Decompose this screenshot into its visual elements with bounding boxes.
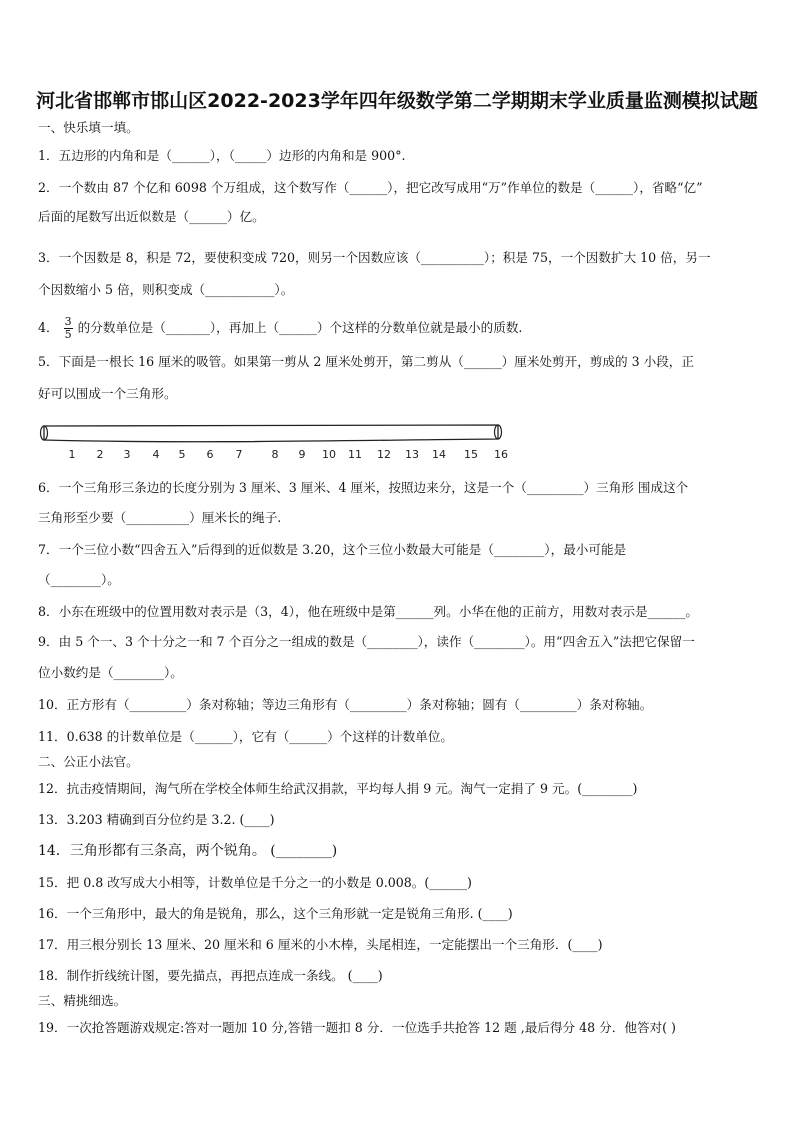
question-13: 13．3.203 精确到百分位约是 3.2. (____) xyxy=(38,812,275,827)
question-12: 12．抗击疫情期间，淘气所在学校全体师生给武汉捐款，平均每人捐 9 元。淘气一定捐了 9 元。(________) xyxy=(38,781,638,796)
straw-outline xyxy=(44,425,498,442)
ruler-tick-label: 13 xyxy=(405,448,419,461)
ruler-tick-label: 7 xyxy=(235,448,243,461)
straw-ruler-svg xyxy=(38,420,518,468)
section-heading-multiple-choice: 三、精挑细选。 xyxy=(38,993,127,1008)
question-16: 16．一个三角形中，最大的角是锐角，那么，这个三角形就一定是锐角三角形. (____) xyxy=(38,906,513,921)
question-15: 15．把 0.8 改写成大小相等，计数单位是千分之一的小数是 0.008。(______) xyxy=(38,875,472,890)
ruler-tick-label: 15 xyxy=(464,448,478,461)
question-10: 10．正方形有（_________）条对称轴；等边三角形有（_________）条对称轴；圆有（_________）条对称轴。 xyxy=(38,697,653,712)
question-3-line-2: 个因数缩小 5 倍，则积变成（___________）。 xyxy=(38,282,294,297)
question-5-line-1: 5．下面是一根长 16 厘米的吸管。如果第一剪从 2 厘米处剪开，第二剪从（______）厘米处剪开，剪成的 3 小段，正 xyxy=(38,354,694,369)
page-title: 河北省邯郸市邯山区2022-2023学年四年级数学第二学期期末学业质量监测模拟试题 xyxy=(36,90,758,112)
ruler-tick-label: 10 xyxy=(322,448,336,461)
question-19: 19．一次抢答题游戏规定:答对一题加 10 分,答错一题扣 8 分．一位选手共抢答 12 题 ,最后得分 48 分．他答对( ) xyxy=(38,1020,676,1035)
question-6-line-2: 三角形至少要（__________）厘米长的绳子. xyxy=(38,510,282,525)
ruler-tick-label: 3 xyxy=(123,448,131,461)
ruler-tick-label: 12 xyxy=(377,448,391,461)
question-5-line-2: 好可以围成一个三角形。 xyxy=(38,386,177,401)
fraction-numerator: 3 xyxy=(64,315,72,328)
question-3-line-1: 3．一个因数是 8，积是 72，要使积变成 720，则另一个因数应该（__________）；积是 75，一个因数扩大 10 倍，另一 xyxy=(38,250,711,265)
question-2-line-1: 2．一个数由 87 个亿和 6098 个万组成，这个数写作（______），把它改写成用“万”作单位的数是（______），省略“亿” xyxy=(38,180,703,195)
ruler-tick-label: 11 xyxy=(348,448,362,461)
question-9-line-2: 位小数约是（________）。 xyxy=(38,665,183,680)
ruler-tick-label: 8 xyxy=(271,448,279,461)
question-7-line-2: （________）。 xyxy=(38,572,120,587)
fraction xyxy=(64,316,73,341)
question-6-line-1: 6．一个三角形三条边的长度分别为 3 厘米、3 厘米、4 厘米，按照边来分，这是一个（_________）三角形 围成这个 xyxy=(38,480,689,495)
straw-ruler-figure xyxy=(38,420,518,468)
question-2-line-2: 后面的尾数写出近似数是（______）亿。 xyxy=(38,209,265,224)
section-heading-true-false: 二、公正小法官。 xyxy=(38,754,139,769)
fraction-denominator: 5 xyxy=(64,328,72,341)
question-4-text: 的分数单位是（_______），再加上（______）个这样的分数单位就是最小的质数. xyxy=(77,320,523,335)
ruler-tick-label: 16 xyxy=(494,448,508,461)
question-7-line-1: 7．一个三位小数“四舍五入”后得到的近似数是 3.20，这个三位小数最大可能是（________），最小可能是 xyxy=(38,542,627,557)
section-heading-fill-in: 一、快乐填一填。 xyxy=(38,120,139,135)
question-9-line-1: 9．由 5 个一、3 个十分之一和 7 个百分之一组成的数是（________），读作（________）。用“四舍五入”法把它保留一 xyxy=(38,634,695,649)
ruler-tick-label: 4 xyxy=(152,448,160,461)
ruler-tick-label: 1 xyxy=(68,448,76,461)
ruler-tick-label: 5 xyxy=(178,448,186,461)
ruler-tick-label: 9 xyxy=(298,448,306,461)
question-18: 18．制作折线统计图，要先描点，再把点连成一条线。 (____) xyxy=(38,968,383,983)
question-14: 14．三角形都有三条高，两个锐角。 (________) xyxy=(38,843,338,859)
question-11: 11．0.638 的计数单位是（______），它有（______）个这样的计数单位。 xyxy=(38,729,454,744)
ruler-tick-label: 2 xyxy=(96,448,104,461)
question-4 xyxy=(38,316,522,341)
question-4-number: 4． xyxy=(38,320,59,335)
ruler-tick-labels xyxy=(69,448,509,461)
ruler-tick-label: 6 xyxy=(206,448,214,461)
ruler-tick-label: 14 xyxy=(432,448,446,461)
question-17: 17．用三根分别长 13 厘米、20 厘米和 6 厘米的小木棒，头尾相连，一定能摆出一个三角形．(____) xyxy=(38,937,603,952)
question-1: 1．五边形的内角和是（______），（_____）边形的内角和是 900°. xyxy=(38,148,406,163)
question-8: 8．小东在班级中的位置用数对表示是（3，4），他在班级中是第______列。小华在他的正前方，用数对表示是______。 xyxy=(38,604,699,619)
